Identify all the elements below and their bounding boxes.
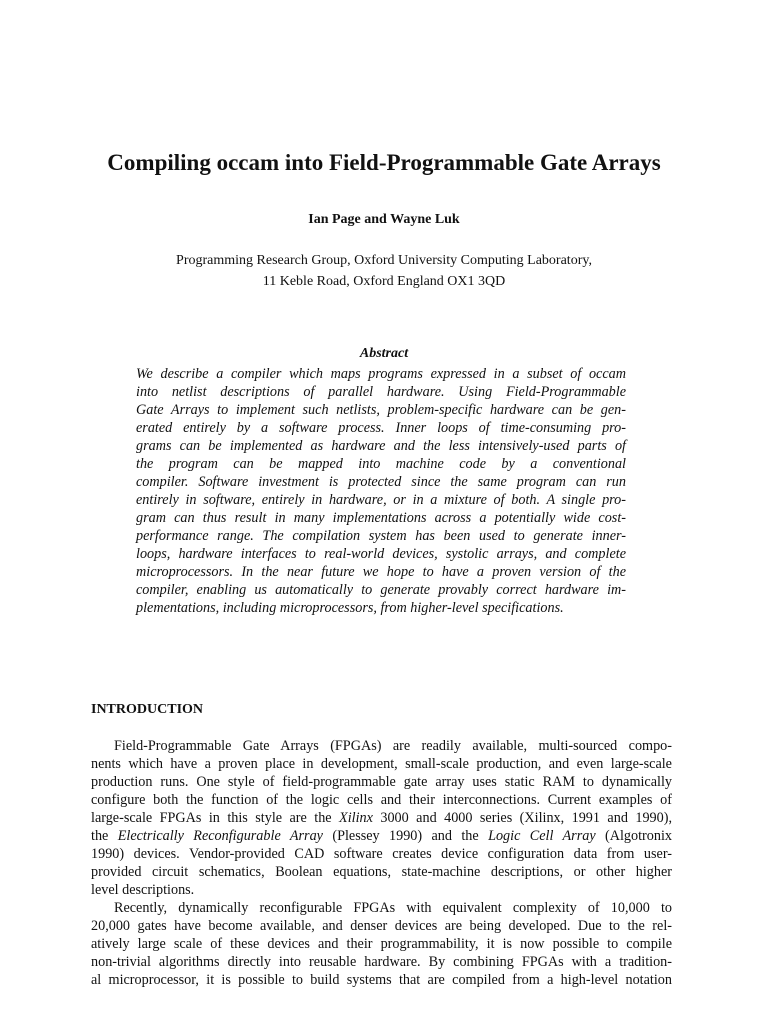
paper-title: Compiling occam into Field-Programmable Gate Arrays [107,150,661,175]
paper-authors: Ian Page and Wayne Luk [308,212,460,227]
abstract-line: Gate Arrays to implement such netlists, problem-specific hardware can be gen- [136,402,626,418]
body-line: nents which have a proven place in development, small-scale production, and even large-scale [91,756,672,772]
body-text-run: large-scale FPGAs in this style are the [91,810,340,826]
abstract-line: performance range. The compilation system has been used to generate inner- [136,528,626,544]
body-text-run: 3000 and 4000 series (Xilinx, 1991 and 1990), [372,810,673,826]
abstract-heading: Abstract [359,346,409,361]
abstract-line: plementations, including microprocessors, from higher-level specifications. [136,600,564,616]
body-text-run: the [91,828,118,844]
body-line: configure both the function of the logic cells and their interconnections. Current examples of [91,792,672,808]
abstract-line: gram can thus result in many implementations across a potentially wide cost- [136,510,626,526]
affiliation-line: Programming Research Group, Oxford University Computing Laboratory, [176,253,592,268]
abstract-line: into netlist descriptions of parallel hardware. Using Field-Programmable [136,384,626,400]
product-name-era: Electrically Reconfigurable Array [117,828,323,844]
body-line: Field-Programmable Gate Arrays (FPGAs) are readily available, multi-sourced compo- [114,738,672,754]
introduction-body [91,737,672,989]
product-name-lca: Logic Cell Array [488,828,596,844]
abstract-line: entirely in software, entirely in hardware, or in a mixture of both. A single pro- [136,492,626,508]
body-line: non-trivial algorithms directly into reusable hardware. By combining FPGAs with a tradition- [91,954,672,970]
abstract-line: compiler, enabling us automatically to generate provably correct hardware im- [136,582,626,598]
abstract-line: erated entirely by a software process. Inner loops of time-consuming pro- [136,420,626,436]
body-line [91,809,672,827]
abstract-line: the program can be mapped into machine code by a conventional [136,456,626,472]
body-line: Recently, dynamically reconfigurable FPGAs with equivalent complexity of 10,000 to [114,900,672,916]
section-heading-introduction: INTRODUCTION [91,702,204,717]
body-line: level descriptions. [91,882,195,898]
abstract-line: microprocessors. In the near future we hope to have a proven version of the [136,564,626,580]
body-line [91,827,672,845]
abstract-line: loops, hardware interfaces to real-world devices, systolic arrays, and complete [136,546,626,562]
body-text-run: (Algotronix [595,828,672,844]
abstract-line: grams can be implemented as hardware and the less intensively-used parts of [136,438,626,454]
body-line: production runs. One style of field-programmable gate array uses static RAM to dynamically [91,774,672,790]
body-text-run: (Plessey 1990) and the [322,828,489,844]
abstract-body [136,365,626,617]
body-line: 1990) devices. Vendor-provided CAD software creates device configuration data from user- [91,846,672,862]
abstract-line: compiler. Software investment is protected since the same program can run [136,474,626,490]
product-name-xilinx: Xilinx [339,810,373,826]
body-line: 20,000 gates have become available, and denser devices are being developed. Due to the rel- [91,918,672,934]
affiliation-line: 11 Keble Road, Oxford England OX1 3QD [262,274,506,289]
body-line: provided circuit schematics, Boolean equations, state-machine descriptions, or other higher [91,864,672,880]
abstract-line: We describe a compiler which maps programs expressed in a subset of occam [136,366,626,382]
paper-affiliation [0,250,768,292]
body-line: atively large scale of these devices and their programmability, it is now possible to compile [91,936,672,952]
body-line: al microprocessor, it is possible to build systems that are compiled from a high-level notation [91,972,672,988]
